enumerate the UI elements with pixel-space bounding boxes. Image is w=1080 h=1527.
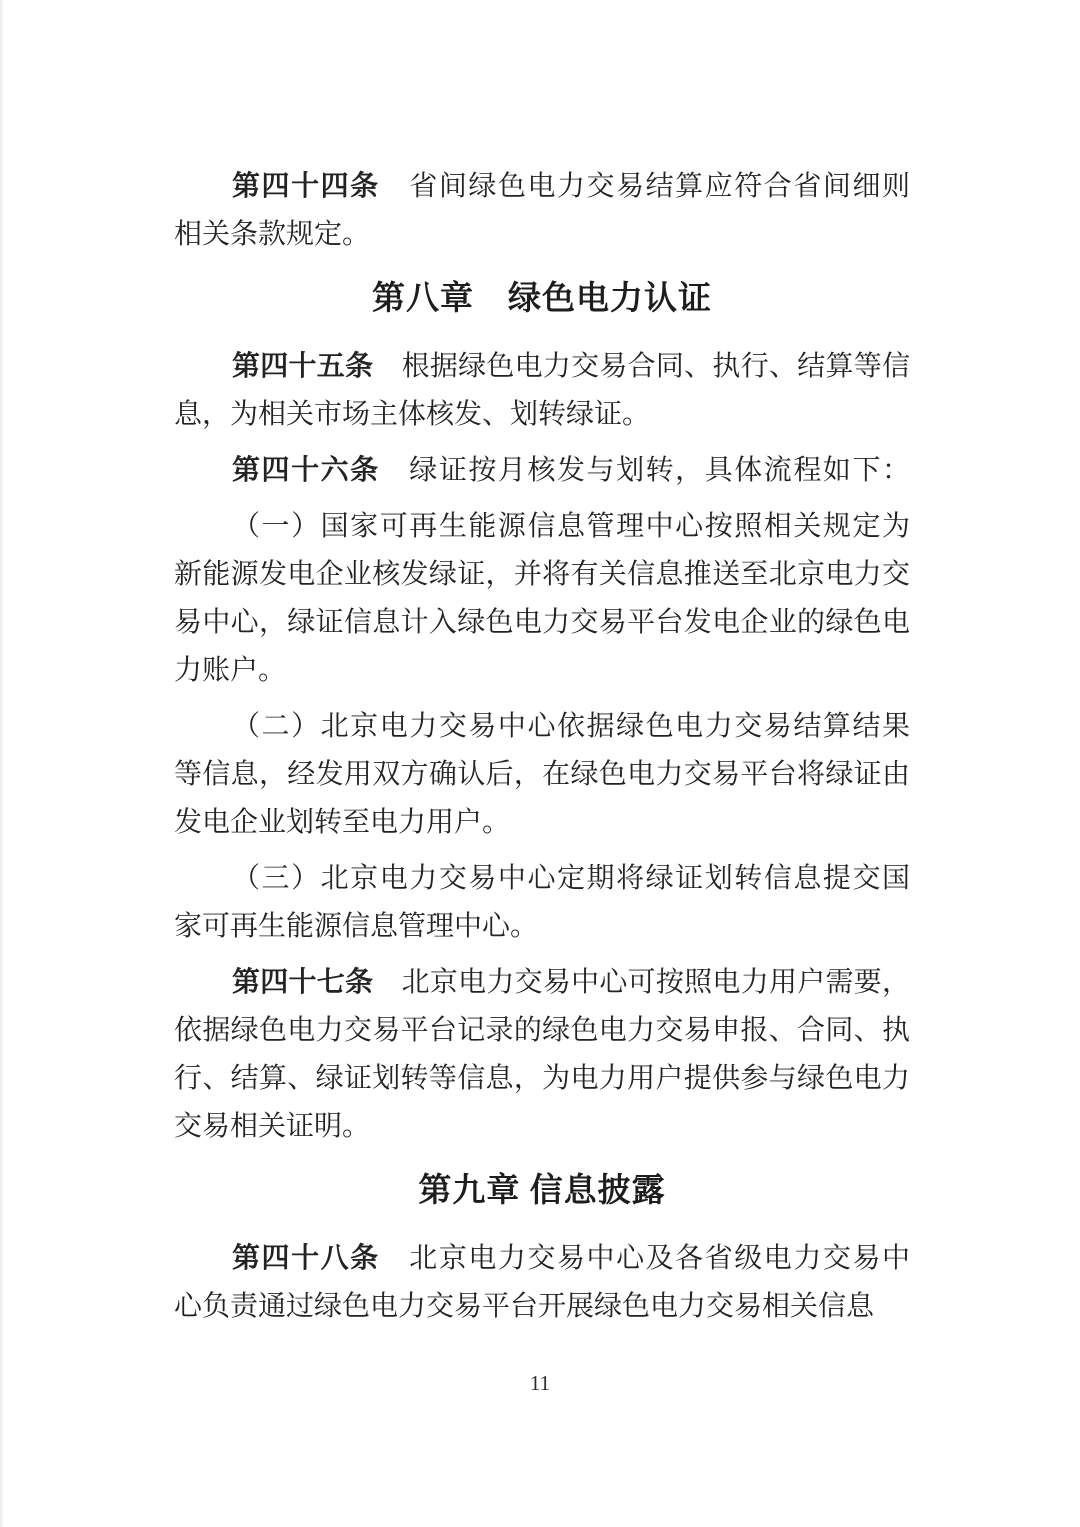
line-text: 心负责通过绿色电力交易平台开展绿色电力交易相关信息	[174, 1291, 875, 1322]
line-text: 家可再生能源信息管理中心。	[174, 911, 539, 942]
line-text: 易中心，绿证信息计入绿色电力交易平台发电企业的绿色电	[174, 607, 910, 638]
text-line	[174, 211, 910, 259]
line-text: 北京电力交易中心可按照电力用户需要，	[373, 967, 910, 998]
line-text: 力账户。	[174, 655, 287, 686]
article-number: 第四十七条	[232, 967, 374, 998]
text-line	[174, 703, 910, 751]
article-number: 第四十四条	[232, 171, 380, 202]
text-line	[174, 959, 910, 1007]
text-line	[174, 1055, 910, 1103]
line-text: 息，为相关市场主体核发、划转绿证。	[174, 399, 651, 430]
line-text: 省间绿色电力交易结算应符合省间细则	[379, 171, 910, 202]
text-line	[174, 503, 910, 551]
page-number: 11	[529, 1371, 551, 1395]
text-line	[174, 751, 910, 799]
text-line	[174, 799, 910, 847]
line-text: 发电企业划转至电力用户。	[174, 807, 511, 838]
line-text: 北京电力交易中心及各省级电力交易中	[379, 1243, 910, 1274]
article-number: 第四十五条	[232, 351, 374, 382]
line-text: 等信息，经发用双方确认后，在绿色电力交易平台将绿证由	[174, 759, 910, 790]
line-text: 相关条款规定。	[174, 219, 371, 250]
line-text: 绿证按月核发与划转，具体流程如下：	[379, 455, 910, 486]
text-line	[174, 855, 910, 903]
line-text: 交易相关证明。	[174, 1111, 371, 1142]
article-number: 第四十八条	[232, 1243, 380, 1274]
text-line	[174, 551, 910, 599]
text-line	[174, 1235, 910, 1283]
text-line	[174, 1283, 910, 1331]
article-number: 第四十六条	[232, 455, 380, 486]
line-text: 新能源发电企业核发绿证，并将有关信息推送至北京电力交	[174, 559, 910, 590]
text-line	[174, 163, 910, 211]
line-text: 根据绿色电力交易合同、执行、结算等信	[373, 351, 910, 382]
text-line	[174, 647, 910, 695]
line-text: （一）国家可再生能源信息管理中心按照相关规定为	[232, 511, 910, 542]
text-line	[174, 343, 910, 391]
chapter-heading: 第八章 绿色电力认证	[372, 281, 712, 317]
text-line	[174, 599, 910, 647]
text-line	[174, 1103, 910, 1151]
line-text: 行、结算、绿证划转等信息，为电力用户提供参与绿色电力	[174, 1063, 910, 1094]
text-line	[174, 391, 910, 439]
line-text: （三）北京电力交易中心定期将绿证划转信息提交国	[232, 863, 910, 894]
text-line	[174, 447, 910, 495]
line-text: （二）北京电力交易中心依据绿色电力交易结算结果	[232, 711, 910, 742]
text-line	[174, 903, 910, 951]
text-line	[174, 1007, 910, 1055]
line-text: 依据绿色电力交易平台记录的绿色电力交易申报、合同、执	[174, 1015, 910, 1046]
chapter-heading: 第九章 信息披露	[418, 1173, 666, 1209]
